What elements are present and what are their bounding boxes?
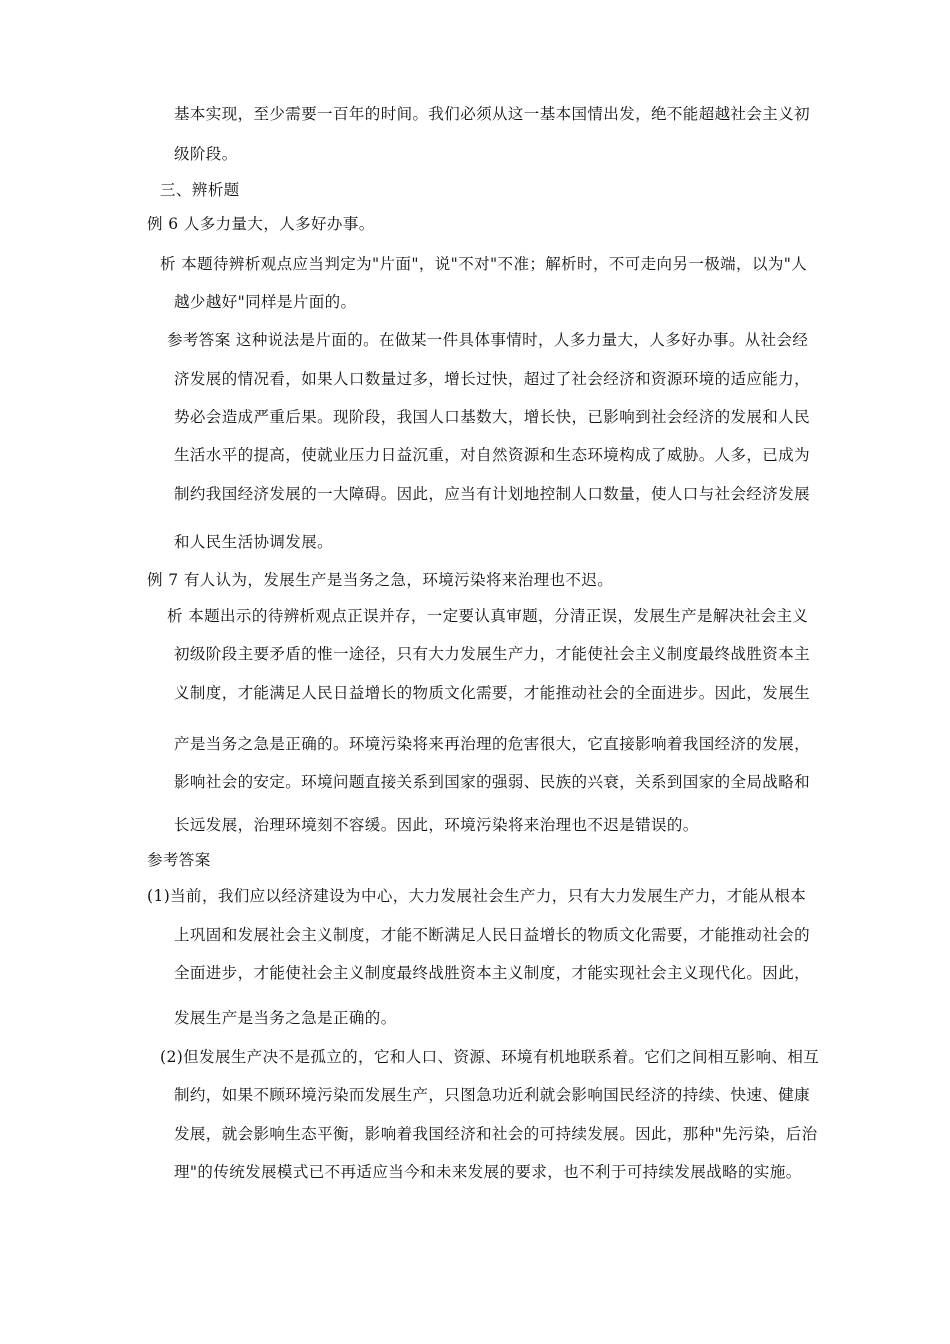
text-line: 析 本题待辨析观点应当判定为"片面"，说"不对"不准；解析时，不可走向另一极端，以为"人	[160, 255, 808, 273]
text-line: 参考答案 这种说法是片面的。在做某一件具体事情时，人多力量大，人多好办事。从社会经	[167, 331, 809, 349]
section-heading: 三、辨析题	[160, 181, 240, 199]
text-line: 制约，如果不顾环境污染而发展生产，只图急功近利就会影响国民经济的持续、快速、健康	[174, 1086, 811, 1104]
example-heading: 例 7 有人认为，发展生产是当务之急，环境污染将来治理也不迟。	[147, 571, 614, 589]
text-line: 发展生产是当务之急是正确的。	[174, 1009, 397, 1027]
text-line: 基本实现，至少需要一百年的时间。我们必须从这一基本国情出发，绝不能超越社会主义初	[174, 105, 811, 123]
text-line: (1)当前，我们应以经济建设为中心，大力发展社会生产力，只有大力发展生产力，才能从根本	[147, 887, 807, 905]
text-line: 势必会造成严重后果。现阶段，我国人口基数大，增长快，已影响到社会经济的发展和人民	[174, 408, 811, 426]
text-line: 影响社会的安定。环境问题直接关系到国家的强弱、民族的兴衰，关系到国家的全局战略和	[174, 773, 811, 791]
text-line: 上巩固和发展社会主义制度，才能不断满足人民日益增长的物质文化需要，才能推动社会的	[174, 926, 811, 944]
text-line: (2)但发展生产决不是孤立的，它和人口、资源、环境有机地联系着。它们之间相互影响、相互	[160, 1048, 820, 1066]
text-line: 理"的传统发展模式已不再适应当今和未来发展的要求，也不利于可持续发展战略的实施。	[174, 1163, 802, 1181]
text-line: 义制度，才能满足人民日益增长的物质文化需要，才能推动社会的全面进步。因此，发展生	[174, 684, 811, 702]
text-line: 发展，就会影响生态平衡，影响着我国经济和社会的可持续发展。因此，那种"先污染，后治	[174, 1125, 818, 1143]
text-line: 生活水平的提高，使就业压力日益沉重，对自然资源和生态环境构成了威胁。人多，已成为	[174, 446, 811, 464]
text-line: 和人民生活协调发展。	[174, 533, 334, 551]
text-line: 济发展的情况看，如果人口数量过多，增长过快，超过了社会经济和资源环境的适应能力，	[174, 370, 811, 388]
text-line: 初级阶段主要矛盾的惟一途径，只有大力发展生产力，才能使社会主义制度最终战胜资本主	[174, 645, 811, 663]
example-heading: 例 6 人多力量大，人多好办事。	[147, 215, 375, 233]
text-line: 产是当务之急是正确的。环境污染将来再治理的危害很大，它直接影响着我国经济的发展，	[174, 735, 811, 753]
text-line: 长远发展，治理环境刻不容缓。因此，环境污染将来治理也不迟是错误的。	[174, 816, 699, 834]
text-line: 析 本题出示的待辨析观点正误并存，一定要认真审题，分清正误，发展生产是解决社会主义	[167, 607, 809, 625]
text-line: 级阶段。	[174, 145, 238, 163]
answer-heading: 参考答案	[147, 851, 211, 869]
text-line: 全面进步，才能使社会主义制度最终战胜资本主义制度，才能实现社会主义现代化。因此，	[174, 964, 811, 982]
text-line: 制约我国经济发展的一大障碍。因此，应当有计划地控制人口数量，使人口与社会经济发展	[174, 485, 811, 503]
text-line: 越少越好"同样是片面的。	[174, 293, 357, 311]
